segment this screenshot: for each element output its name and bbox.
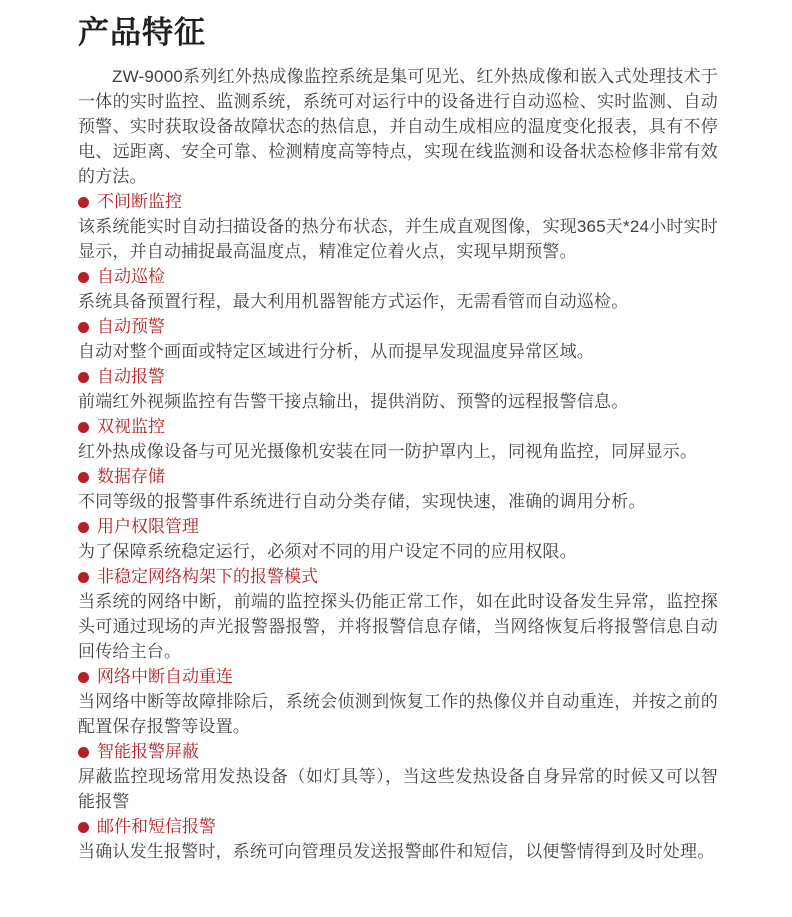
bullet-icon (78, 472, 89, 483)
feature-heading-label: 自动预警 (97, 317, 165, 336)
feature-item (78, 514, 718, 564)
bullet-icon (78, 672, 89, 683)
bullet-icon (78, 572, 89, 583)
page-title: 产品特征 (78, 15, 206, 50)
feature-heading (78, 414, 718, 439)
feature-heading (78, 739, 718, 764)
feature-item (78, 664, 718, 739)
bullet-icon (78, 322, 89, 333)
feature-body: 为了保障系统稳定运行，必须对不同的用户设定不同的应用权限。 (78, 542, 577, 561)
feature-body: 不同等级的报警事件系统进行自动分类存储，实现快速，准确的调用分析。 (78, 492, 646, 511)
feature-heading-label: 非稳定网络构架下的报警模式 (97, 567, 318, 586)
feature-item (78, 464, 718, 514)
feature-item (78, 739, 718, 814)
feature-heading-label: 智能报警屏蔽 (97, 742, 199, 761)
feature-body: 前端红外视频监控有告警干接点输出，提供消防、预警的远程报警信息。 (78, 392, 629, 411)
bullet-icon (78, 747, 89, 758)
feature-body: 当确认发生报警时，系统可向管理员发送报警邮件和短信，以便警情得到及时处理。 (78, 842, 715, 861)
feature-heading (78, 189, 718, 214)
feature-body: 该系统能实时自动扫描设备的热分布状态，并生成直观图像，实现365天*24小时实时显示，并自动捕捉最高温度点，精准定位着火点，实现早期预警。 (78, 217, 718, 261)
bullet-icon (78, 422, 89, 433)
feature-heading (78, 464, 718, 489)
feature-body: 系统具备预置行程，最大利用机器智能方式运作，无需看管而自动巡检。 (78, 292, 629, 311)
feature-body: 红外热成像设备与可见光摄像机安装在同一防护罩内上，同视角监控，同屏显示。 (78, 442, 698, 461)
feature-heading (78, 564, 718, 589)
feature-list (78, 189, 718, 864)
bullet-icon (78, 522, 89, 533)
bullet-icon (78, 372, 89, 383)
feature-heading-label: 双视监控 (97, 417, 165, 436)
feature-heading-label: 邮件和短信报警 (97, 817, 216, 836)
feature-body: 当系统的网络中断，前端的监控探头仍能正常工作，如在此时设备发生异常，监控探头可通过现场的声光报警器报警，并将报警信息存储，当网络恢复后将报警信息自动回传给主台。 (78, 592, 718, 661)
feature-item (78, 814, 718, 864)
feature-heading (78, 314, 718, 339)
feature-heading (78, 514, 718, 539)
feature-heading (78, 364, 718, 389)
feature-heading-label: 不间断监控 (97, 192, 182, 211)
feature-heading-label: 数据存储 (97, 467, 165, 486)
feature-heading-label: 自动巡检 (97, 267, 165, 286)
bullet-icon (78, 272, 89, 283)
feature-item (78, 189, 718, 264)
feature-heading-label: 自动报警 (97, 367, 165, 386)
bullet-icon (78, 822, 89, 833)
feature-item (78, 564, 718, 664)
feature-item (78, 364, 718, 414)
bullet-icon (78, 197, 89, 208)
feature-body: 屏蔽监控现场常用发热设备（如灯具等），当这些发热设备自身异常的时候又可以智能报警 (78, 767, 718, 811)
intro-paragraph: ZW-9000系列红外热成像监控系统是集可见光、红外热成像和嵌入式处理技术于一体的实时监控、监测系统，系统可对运行中的设备进行自动巡检、实时监测、自动预警、实时获取设备故障状态的热信息，并自动生成相应的温度变化报表，具有不停电、远距离、安全可靠、检测精度高等特点，实现在线监测和设备状态检修非常有效的方法。 (78, 67, 718, 186)
feature-heading-label: 网络中断自动重连 (97, 667, 233, 686)
feature-heading (78, 264, 718, 289)
feature-item (78, 264, 718, 314)
feature-heading-label: 用户权限管理 (97, 517, 199, 536)
feature-heading (78, 664, 718, 689)
feature-item (78, 314, 718, 364)
feature-item (78, 414, 718, 464)
feature-body: 当网络中断等故障排除后，系统会侦测到恢复工作的热像仪并自动重连，并按之前的配置保存报警等设置。 (78, 692, 718, 736)
feature-heading (78, 814, 718, 839)
feature-body: 自动对整个画面或特定区域进行分析，从而提早发现温度异常区域。 (78, 342, 594, 361)
